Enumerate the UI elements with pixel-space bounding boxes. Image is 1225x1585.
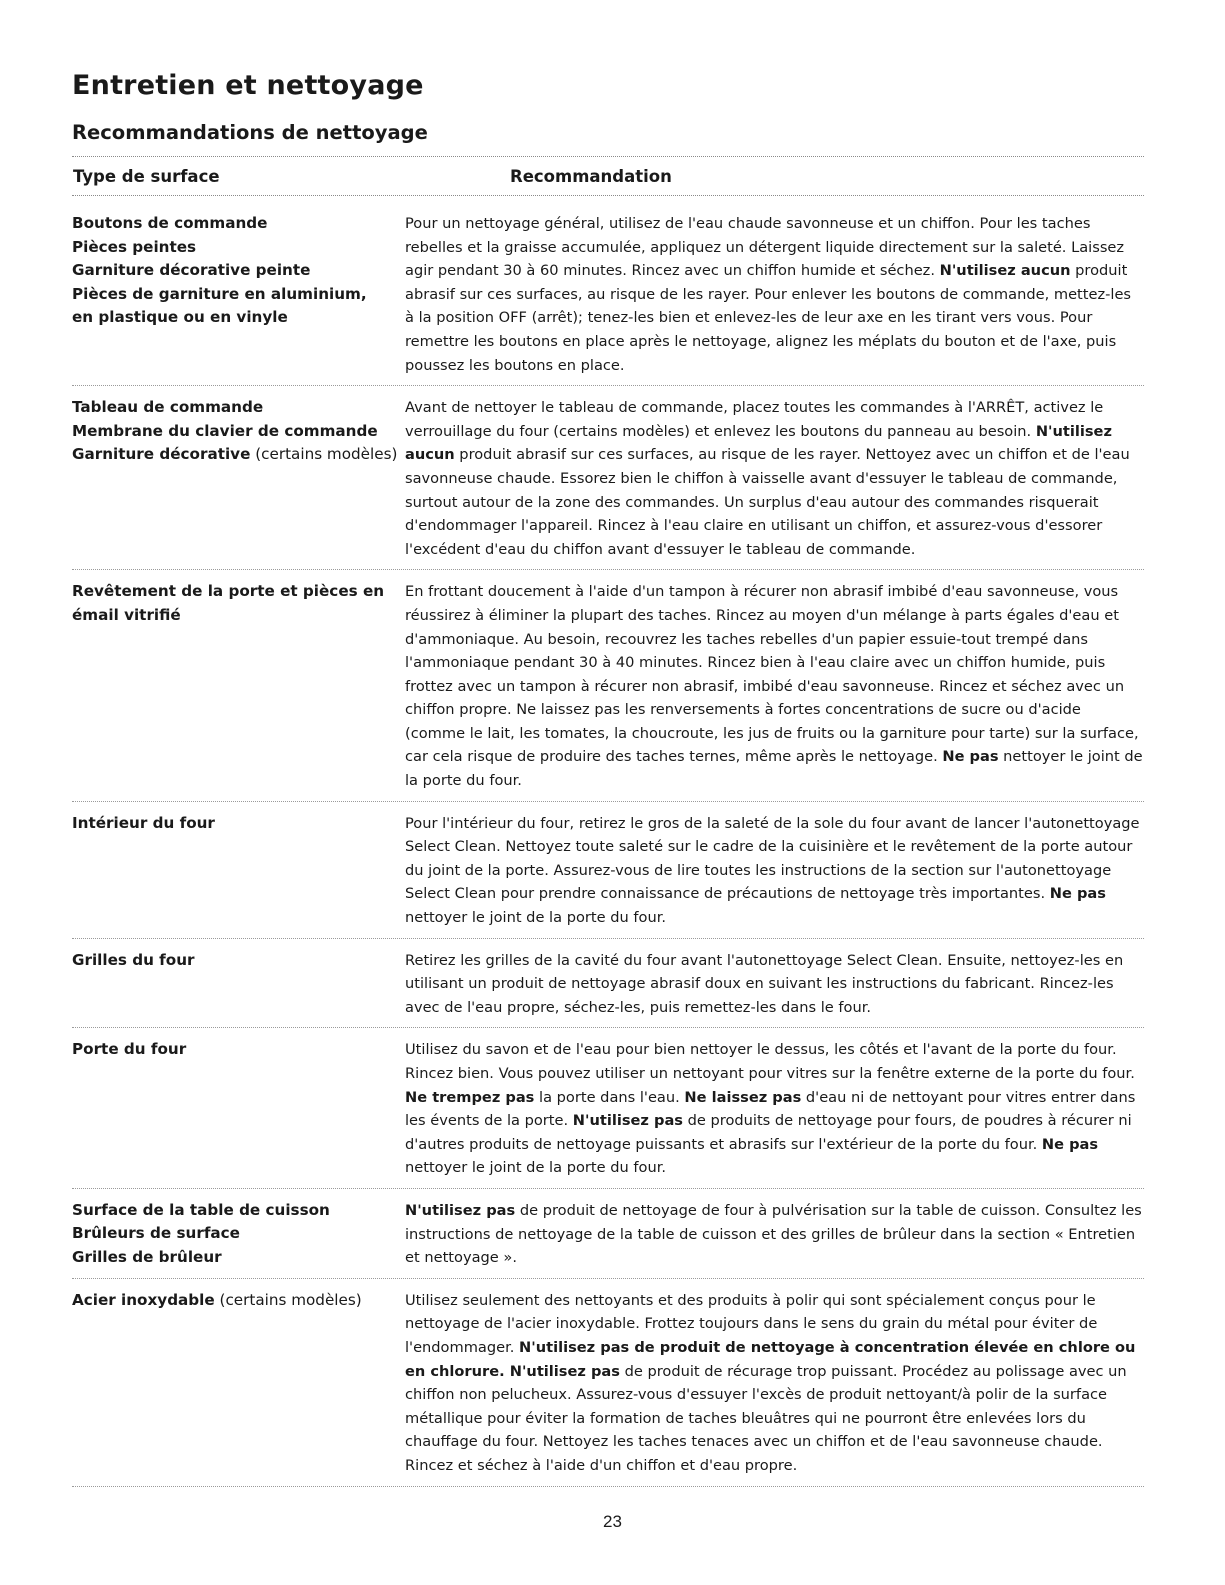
recommendation-emphasis: Ne laissez pas <box>684 1088 802 1106</box>
surface-type-line <box>72 212 405 236</box>
recommendation-text: Utilisez seulement des nettoyants et des produits à polir qui sont spécialement conçus pour le nettoyage de l'acier inoxydable. Frottez toujours dans le sens du grain du métal pour éviter de l'endommager. <box>405 1291 1098 1356</box>
surface-type-name: Pièces de garniture en aluminium, <box>72 284 367 303</box>
recommendation-emphasis: Ne trempez pas <box>405 1088 535 1106</box>
surface-type-line <box>72 283 405 307</box>
surface-type-line <box>72 236 405 260</box>
surface-type-name: en plastique ou en vinyle <box>72 308 288 326</box>
recommendation-text: de produit de nettoyage de four à pulvérisation sur la table de cuisson. Consultez les instructions de nettoyage de la table de cuisson et des grilles de brûleur dans la section « Entretien et nettoyage ». <box>405 1201 1142 1267</box>
table-row <box>72 1279 1144 1487</box>
recommendation-cell <box>405 396 1143 561</box>
surface-type-line <box>72 420 405 444</box>
surface-type-name: Acier inoxydable <box>72 1290 215 1309</box>
table-row <box>72 939 1144 1029</box>
column-header-surface: Type de surface <box>73 166 220 186</box>
recommendation-cell <box>405 1199 1143 1270</box>
recommendation-cell <box>405 580 1143 792</box>
surface-type-name: Porte du four <box>72 1040 187 1059</box>
surface-type-line <box>72 1038 405 1062</box>
recommendation-text: Utilisez du savon et de l'eau pour bien nettoyer le dessus, les côtés et l'avant de la porte du four. Rincez bien. Vous pouvez utiliser un nettoyant pour vitres sur la fenêtre externe de la porte du four. <box>405 1041 1135 1082</box>
table-row <box>72 196 1144 386</box>
recommendation-text: Pour l'intérieur du four, retirez le gros de la saleté de la sole du four avant de lancer l'autonettoyage Select Clean. Nettoyez toute saleté sur le cadre de la cuisinière et le revêtement de la porte autour du joint de la porte. Assurez-vous de lire toutes les instructions de la section sur l'autonettoyage Select Clean pour prendre connaissance de précautions de nettoyage très importantes. <box>405 814 1140 903</box>
surface-type-name: Grilles du four <box>72 950 195 969</box>
surface-type-line <box>72 604 405 628</box>
surface-type-line <box>72 1289 405 1313</box>
surface-type-cell <box>72 1038 405 1180</box>
recommendation-emphasis: N'utilisez aucun <box>939 262 1071 280</box>
recommendation-cell <box>405 212 1143 377</box>
recommendation-cell <box>405 812 1143 930</box>
recommendation-emphasis: N'utilisez pas de produit de nettoyage à concentration élevée en chlore ou en chlorure. N'utilisez pas <box>405 1338 1136 1380</box>
surface-type-name: Brûleurs de surface <box>72 1224 240 1243</box>
surface-type-name: Surface de la table de cuisson <box>72 1200 330 1219</box>
recommendation-text: produit abrasif sur ces surfaces, au risque de les rayer. Pour enlever les boutons de commande, mettez-les à la position OFF (arrêt); tenez-les bien et enlevez-les de leur axe en les tirant vers vous. Pour remettre les boutons en place après le nettoyage, alignez les méplats du bouton et de l'axe, puis poussez les boutons en place. <box>405 262 1132 374</box>
page-title: Entretien et nettoyage <box>72 70 424 101</box>
surface-type-line <box>72 812 405 836</box>
recommendation-text: produit abrasif sur ces surfaces, au risque de les rayer. Nettoyez avec un chiffon et de l'eau savonneuse chaude. Essorez bien le chiffon à vaisselle avant d'essuyer le tableau de commande, surtout autour de la zone des commandes. Un surplus d'eau autour des commandes risquerait d'endommager l'appareil. Rincez à l'eau claire en utilisant un chiffon, et assurez-vous d'essorer l'excédent d'eau du chiffon avant d'essuyer le tableau de commande. <box>405 446 1130 558</box>
table-row <box>72 386 1144 570</box>
surface-type-line <box>72 580 405 604</box>
surface-type-name: Tableau de commande <box>72 398 264 417</box>
surface-type-line <box>72 1222 405 1246</box>
page <box>72 70 1144 1487</box>
recommendation-emphasis: Ne pas <box>1049 885 1106 903</box>
surface-type-line <box>72 259 405 283</box>
recommendation-cell <box>405 949 1143 1020</box>
recommendation-cell <box>405 1289 1143 1478</box>
table-header <box>72 157 1144 196</box>
recommendation-emphasis: N'utilisez pas <box>405 1201 516 1219</box>
recommendation-text: de produit de récurage trop puissant. Procédez au polissage avec un chiffon non pelucheux. Assurez-vous d'essuyer l'excès de produit nettoyant/à polir de la surface métallique pour éviter la formation de taches bleuâtres qui ne pourront être enlevées lors du chauffage du four. Nettoyez les taches tenaces avec un chiffon et de l'eau savonneuse chaude. Rincez et séchez à l'aide d'un chiffon et d'eau propre. <box>405 1362 1127 1474</box>
surface-type-name: Boutons de commande <box>72 214 268 232</box>
recommendation-emphasis: Ne pas <box>942 748 999 766</box>
recommendation-text: nettoyer le joint de la porte du four. <box>405 1159 666 1177</box>
recommendation-text: la porte dans l'eau. <box>534 1088 685 1106</box>
recommendation-emphasis: N'utilisez pas <box>572 1112 683 1130</box>
surface-type-name: Garniture décorative peinte <box>72 261 311 279</box>
surface-type-note: (certains modèles) <box>250 445 398 464</box>
surface-type-cell <box>72 1199 405 1270</box>
recommendation-text: Retirez les grilles de la cavité du four avant l'autonettoyage Select Clean. Ensuite, nettoyez-les en utilisant un produit de nettoyage abrasif doux en suivant les instructions du fabricant. Rincez-les avec de l'eau propre, séchez-les, puis remettez-les dans le four. <box>405 951 1124 1016</box>
surface-type-name: émail vitrifié <box>72 605 181 624</box>
surface-type-line <box>72 443 405 467</box>
surface-type-line <box>72 396 405 420</box>
recommendation-emphasis: Ne pas <box>1041 1135 1099 1153</box>
recommendation-text: Avant de nettoyer le tableau de commande, placez toutes les commandes à l'ARRÊT, activez le verrouillage du four (certains modèles) et enlevez les boutons du panneau au besoin. <box>405 399 1104 440</box>
surface-type-cell <box>72 1289 405 1478</box>
surface-type-line <box>72 1199 405 1223</box>
surface-type-line <box>72 1246 405 1270</box>
surface-type-name: Garniture décorative <box>72 445 251 464</box>
recommendation-text: En frottant doucement à l'aide d'un tampon à récurer non abrasif imbibé d'eau savonneuse, vous réussirez à éliminer la plupart des taches. Rincez au moyen d'un mélange à parts égales d'eau et d'ammoniaque. Au besoin, recouvrez les taches rebelles d'un papier essuie-tout trempé dans l'ammoniaque pendant 30 à 40 minutes. Rincez bien à l'eau claire avec un chiffon humide, puis frottez avec un tampon à récurer non abrasif, imbibé d'eau savonneuse. Rincez et séchez avec un chiffon propre. Ne laissez pas les renversements à fortes concentrations de sucre ou d'acide (comme le lait, les tomates, la choucroute, les jus de fruits ou la garniture pour tarte) sur la surface, car cela risque de produire des taches ternes, même après le nettoyage. <box>405 583 1139 766</box>
page-number: 23 <box>603 1512 622 1531</box>
table-row <box>72 570 1144 801</box>
surface-type-name: Pièces peintes <box>72 237 197 256</box>
surface-type-name: Intérieur du four <box>72 813 215 832</box>
table-body <box>72 196 1144 1487</box>
surface-type-cell <box>72 812 405 930</box>
surface-type-cell <box>72 396 405 561</box>
surface-type-name: Revêtement de la porte et pièces en <box>72 582 385 601</box>
recommendation-text: nettoyer le joint de la porte du four. <box>405 909 666 927</box>
surface-type-line <box>72 306 405 330</box>
recommendation-text: nettoyer le joint de la porte du four. <box>405 748 1143 790</box>
recommendation-text: Pour un nettoyage général, utilisez de l'eau chaude savonneuse et un chiffon. Pour les taches rebelles et la graisse accumulée, appliquez un détergent liquide directement sur la saleté. Laissez agir pendant 30 à 60 minutes. Rincez avec un chiffon humide et séchez. <box>405 215 1125 280</box>
recommendation-cell <box>405 1038 1143 1180</box>
recommendation-text: de produits de nettoyage pour fours, de poudres à récurer ni d'autres produits de nettoyage puissants et abrasifs sur l'extérieur de la porte du four. <box>405 1112 1132 1153</box>
column-header-recommendation: Recommandation <box>510 166 672 186</box>
table-row <box>72 802 1144 939</box>
table-row <box>72 1189 1144 1279</box>
cleaning-table <box>72 156 1144 1487</box>
table-row <box>72 1028 1144 1189</box>
surface-type-note: (certains modèles) <box>214 1290 362 1309</box>
surface-type-cell <box>72 949 405 1020</box>
surface-type-cell <box>72 580 405 792</box>
surface-type-name: Grilles de brûleur <box>72 1247 222 1266</box>
surface-type-cell <box>72 212 405 377</box>
section-title: Recommandations de nettoyage <box>72 121 428 144</box>
surface-type-name: Membrane du clavier de commande <box>72 421 378 440</box>
surface-type-line <box>72 949 405 973</box>
recommendation-text: d'eau ni de nettoyant pour vitres entrer dans les évents de la porte. <box>405 1088 1136 1130</box>
recommendation-emphasis: N'utilisez aucun <box>405 422 1112 464</box>
